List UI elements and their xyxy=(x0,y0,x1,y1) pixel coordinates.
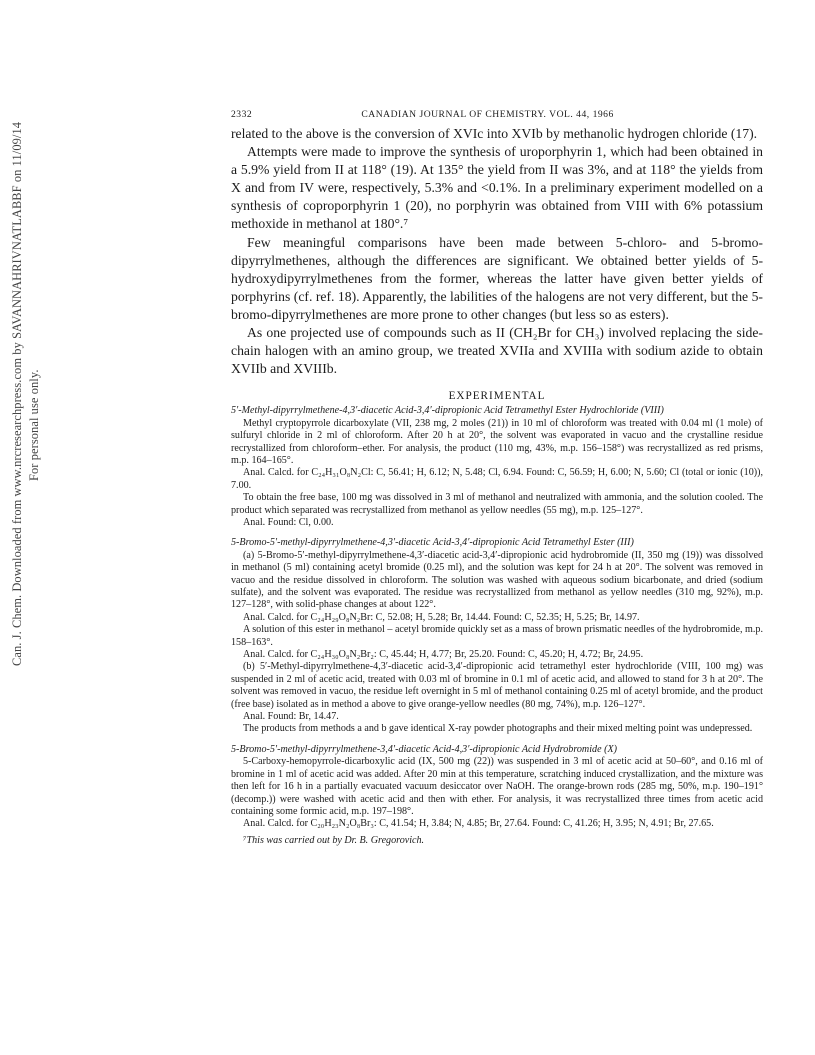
analysis-paragraph: Anal. Calcd. for C₂₄H₃₀O₈N₂Br₂: C, 45.44; H, 4.77; Br, 25.20. Found: C, 45.20; H, 4.72; Br, 24.95. xyxy=(243,649,644,661)
experimental-paragraph: 5-Carboxy-hemopyrrole-dicarboxylic acid (IX, 500 mg (22)) was suspended in 3 ml of acetic acid at 50–60°, and 0.16 ml of bromine in 1 ml of acetic acid was added. After 20 min at this temperature, scratching induced crystallization, and the mixture was then left for 16 h in a partially evacuated vacuum desiccator over NaOH. The orange-brown rods (285 mg, 50%, m.p. 190–191° (decomp.)) were washed with acetic acid and then with ether. For analysis, it was recrystallized three times from acetic acid containing some formic acid, m.p. 197–198°. xyxy=(231,756,763,817)
compound-heading: 5-Bromo-5′-methyl-dipyrrylmethene-3,4′-diacetic Acid-4,3′-dipropionic Acid Hydrobromide (X) xyxy=(231,743,617,755)
watermark-line-1: Can. J. Chem. Downloaded from www.nrcresearchpress.com by SAVANNAHRIVNATLABBF on 11/09/14 xyxy=(10,121,24,666)
download-watermark xyxy=(10,121,44,670)
running-header xyxy=(231,109,763,123)
experimental-paragraph: (a) 5-Bromo-5′-methyl-dipyrrylmethene-4,3′-diacetic acid-3,4′-dipropionic acid hydrobromide (II, 350 mg (19)) was dissolved in methanol (5 ml) containing acetyl bromide (0.25 ml), and the solution was kept for 24 h at 20°. The solvent was removed in vacuo and the residue dissolved in chloroform. The solution was washed with aqueous sodium bicarbonate, and dried (sodium sulfate), and the solvent was evaporated. The residue was recrystallized from methanol as yellow needles (310 mg, 92%), m.p. 127–128°, with solid-phase changes at about 122°. xyxy=(231,549,763,611)
experimental-paragraph: (b) 5′-Methyl-dipyrrylmethene-4,3′-diacetic acid-3,4′-dipropionic acid tetramethyl ester hydrochloride (VIII, 100 mg) was suspended in 2 ml of acetic acid, treated with 0.03 ml of bromine in 0.1 ml of acetic acid, and allowed to stand for 3 h at 20°. The solvent was removed in vacuo, the residue left overnight in 5 ml of methanol containing 0.25 ml of acetyl bromide, and the product (free base) isolated as in method a above to give orange-yellow needles (80 mg, 74%), m.p. 126–127°. xyxy=(231,661,763,710)
watermark-line-2: For personal use only. xyxy=(27,369,41,481)
experimental-paragraph: The products from methods a and b gave identical X-ray powder photographs and their mixed melting point was undepressed. xyxy=(243,723,753,735)
analysis-paragraph: Anal. Found: Cl, 0.00. xyxy=(243,516,334,528)
compound-heading: 5′-Methyl-dipyrrylmethene-4,3′-diacetic Acid-3,4′-dipropionic Acid Tetramethyl Ester Hydrochloride (VIII) xyxy=(231,405,664,417)
journal-title: CANADIAN JOURNAL OF CHEMISTRY. VOL. 44, 1966 xyxy=(361,109,614,120)
body-paragraph: related to the above is the conversion of XVIc into XVIb by methanolic hydrogen chloride (17). xyxy=(231,126,758,141)
footnote: ⁷This was carried out by Dr. B. Gregorovich. xyxy=(243,834,425,846)
experimental-paragraph: Methyl cryptopyrrole dicarboxylate (VII, 238 mg, 2 moles (21)) in 10 ml of chloroform was treated with 0.04 ml (1 mole) of sulfuryl chloride in 2 ml of chloroform. After 20 h at 20°, the solvent was evaporated in vacuo and the crystalline residue recrystallized from chloroform–ether. For analysis, the product (110 mg, 43%, m.p. 156–158°) was recrystallized as red prisms, m.p. 164–165°. xyxy=(231,417,763,466)
page-number: 2332 xyxy=(231,109,253,120)
experimental-paragraph: To obtain the free base, 100 mg was dissolved in 3 ml of methanol and neutralized with ammonia, and the solution cooled. The product which separated was recrystallized from methanol as yellow needles (55 mg), m.p. 125–127°. xyxy=(231,492,763,516)
body-paragraph: Attempts were made to improve the synthesis of uroporphyrin 1, which had been obtained in a 5.9% yield from II at 118° (19). At 135° the yield from II was 3%, and at 118° the yields from X and from IV were, respectively, 5.3% and <0.1%. In a preliminary experiment modelled on a synthesis of coproporphyrin 1 (20), no porphyrin was obtained from VIII with 6% potassium methoxide in methanol at 180°.⁷ xyxy=(231,144,763,232)
article-page xyxy=(231,109,763,847)
body-paragraph: Few meaningful comparisons have been made between 5-chloro- and 5-bromo-dipyrrylmethenes, although the differences are significant. We obtained better yields of 5-hydroxydipyrrylmethenes from the former, whereas the latter have given better yields of porphyrins (cf. ref. 18). Apparently, the labilities of the halogens are not very different, but the 5-bromo-dipyrrylmethenes are more prone to other changes (but less so as esters). xyxy=(231,234,763,322)
compound-heading: 5-Bromo-5′-methyl-dipyrrylmethene-4,3′-diacetic Acid-3,4′-dipropionic Acid Tetramethyl Ester (III) xyxy=(231,537,634,549)
analysis-paragraph: Anal. Calcd. for C₂₄H₂₉O₈N₂Br: C, 52.08; H, 5.28; Br, 14.44. Found: C, 52.35; H, 5.25; Br, 14.97. xyxy=(243,611,640,623)
section-heading: EXPERIMENTAL xyxy=(448,390,546,403)
experimental-paragraph: A solution of this ester in methanol – acetyl bromide quickly set as a mass of brown prismatic needles of the hydrobromide, m.p. 158–163°. xyxy=(231,624,764,648)
body-paragraph: As one projected use of compounds such as II (CH₂Br for CH₃) involved replacing the side-chain halogen with an amino group, we treated XVIIa and XVIIIa with sodium azide to obtain XVIIb and XVIIIb. xyxy=(231,325,763,377)
analysis-paragraph: Anal. Calcd. for C₂₀H₂₃N₂O₈Br₃: C, 41.54; H, 3.84; N, 4.85; Br, 27.64. Found: C, 41.26; H, 3.95; N, 4.91; Br, 27.65. xyxy=(243,818,714,830)
analysis-paragraph: Anal. Found: Br, 14.47. xyxy=(243,711,339,723)
analysis-paragraph: Anal. Calcd. for C₂₄H₃₁O₈N₂Cl: C, 56.41; H, 6.12; N, 5.48; Cl, 6.94. Found: C, 56.59; H, 6.00; N, 5.60; Cl (total or ionic (10)), 7.00. xyxy=(231,467,763,491)
